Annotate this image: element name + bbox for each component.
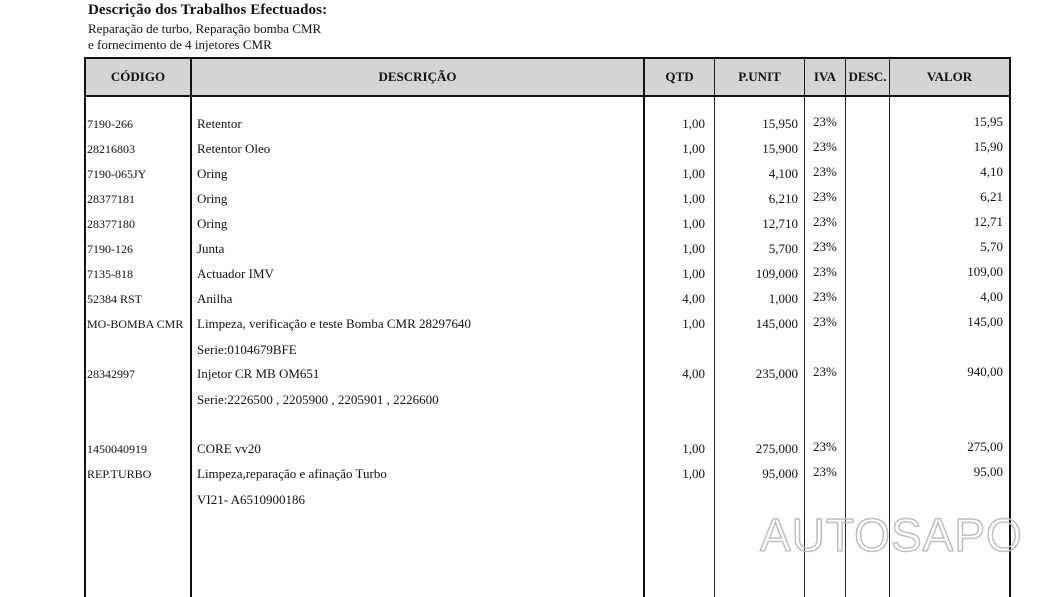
cell-extra-serie-injetores: Serie:2226500 , 2205900 , 2205901 , 2226600 [197,392,439,407]
cell-iva: 23% [813,114,837,129]
header-codigo: CÓDIGO [110,69,166,84]
cell-qtd: 1,00 [682,441,705,456]
cell-qtd: 1,00 [682,141,705,156]
doc-description-line-1: Reparação de turbo, Reparação bomba CMR [88,21,322,36]
cell-code: 7135-818 [87,267,133,281]
cell-code: 7190-126 [87,242,133,256]
watermark-logo: AUTOSAPO [760,509,1023,561]
cell-valor: 4,10 [980,164,1003,179]
header-valor: VALOR [926,69,973,84]
cell-description: Limpeza,reparação e afinação Turbo [197,466,387,481]
cell-iva: 23% [813,214,837,229]
cell-qtd: 1,00 [682,166,705,181]
cell-punit: 95,000 [762,466,798,481]
cell-valor: 12,71 [973,214,1003,229]
cell-code: 7190-065JY [87,167,147,181]
cell-code: REP.TURBO [87,467,152,481]
cell-valor: 145,00 [967,314,1003,329]
cell-qtd: 1,00 [682,216,705,231]
cell-iva: 23% [813,314,837,329]
cell-code: 1450040919 [87,442,147,456]
cell-code: 28377181 [87,192,135,206]
cell-valor: 109,00 [967,264,1003,279]
header-qtd: QTD [665,69,694,84]
cell-punit: 6,210 [768,191,798,206]
cell-description: Oring [197,191,228,206]
cell-code: 7190-266 [87,117,133,131]
cell-extra-serie-bomba: Serie:0104679BFE [197,342,297,357]
cell-code: 52384 RST [87,292,143,306]
doc-title: Descrição dos Trabalhos Efectuados: [88,2,328,18]
cell-valor: 15,95 [973,114,1003,129]
cell-qtd: 1,00 [682,241,705,256]
cell-iva: 23% [813,239,837,254]
cell-iva: 23% [813,264,837,279]
cell-punit: 109,000 [755,266,798,281]
cell-valor: 15,90 [973,139,1003,154]
cell-code: 28342997 [87,367,135,381]
cell-description: Junta [197,241,225,256]
cell-extra-vi-turbo: VI21- A6510900186 [197,492,305,507]
cell-punit: 15,950 [762,116,798,131]
cell-iva: 23% [813,289,837,304]
column-divider [190,57,192,597]
cell-valor: 5,70 [980,239,1003,254]
header-desc: DESC. [848,69,887,84]
cell-punit: 4,100 [768,166,798,181]
cell-description: Actuador IMV [197,266,274,281]
header-descricao: DESCRIÇÃO [378,69,457,84]
cell-code: 28377180 [87,217,135,231]
cell-description: Retentor [197,116,242,131]
cell-qtd: 1,00 [682,466,705,481]
cell-iva: 23% [813,164,837,179]
cell-valor: 940,00 [967,364,1003,379]
header-punit: P.UNIT [738,69,781,84]
cell-code: 28216803 [87,142,135,156]
cell-punit: 12,710 [762,216,798,231]
cell-punit: 15,900 [762,141,798,156]
cell-iva: 23% [813,364,837,379]
cell-punit: 1,000 [768,291,798,306]
cell-valor: 6,21 [980,189,1003,204]
cell-description: CORE vv20 [197,441,261,456]
cell-qtd: 1,00 [682,191,705,206]
cell-iva: 23% [813,464,837,479]
column-divider [84,57,86,597]
cell-punit: 275,000 [755,441,798,456]
cell-punit: 5,700 [768,241,798,256]
cell-qtd: 1,00 [682,266,705,281]
cell-description: Anilha [197,291,233,306]
doc-description-line-2: e fornecimento de 4 injetores CMR [88,37,272,52]
cell-description: Oring [197,216,228,231]
header-iva: IVA [813,69,837,84]
cell-code: MO-BOMBA CMR [87,317,184,331]
cell-iva: 23% [813,189,837,204]
cell-iva: 23% [813,139,837,154]
cell-description: Retentor Oleo [197,141,271,156]
cell-punit: 235,000 [755,366,798,381]
cell-description: Injetor CR MB OM651 [197,366,320,381]
cell-description: Oring [197,166,228,181]
cell-description: Limpeza, verificação e teste Bomba CMR 28297640 [197,316,472,331]
cell-punit: 145,000 [755,316,798,331]
cell-qtd: 1,00 [682,116,705,131]
cell-qtd: 4,00 [682,291,705,306]
cell-qtd: 1,00 [682,316,705,331]
cell-iva: 23% [813,439,837,454]
cell-qtd: 4,00 [682,366,705,381]
cell-valor: 95,00 [973,464,1003,479]
cell-valor: 275,00 [967,439,1003,454]
cell-valor: 4,00 [980,289,1003,304]
